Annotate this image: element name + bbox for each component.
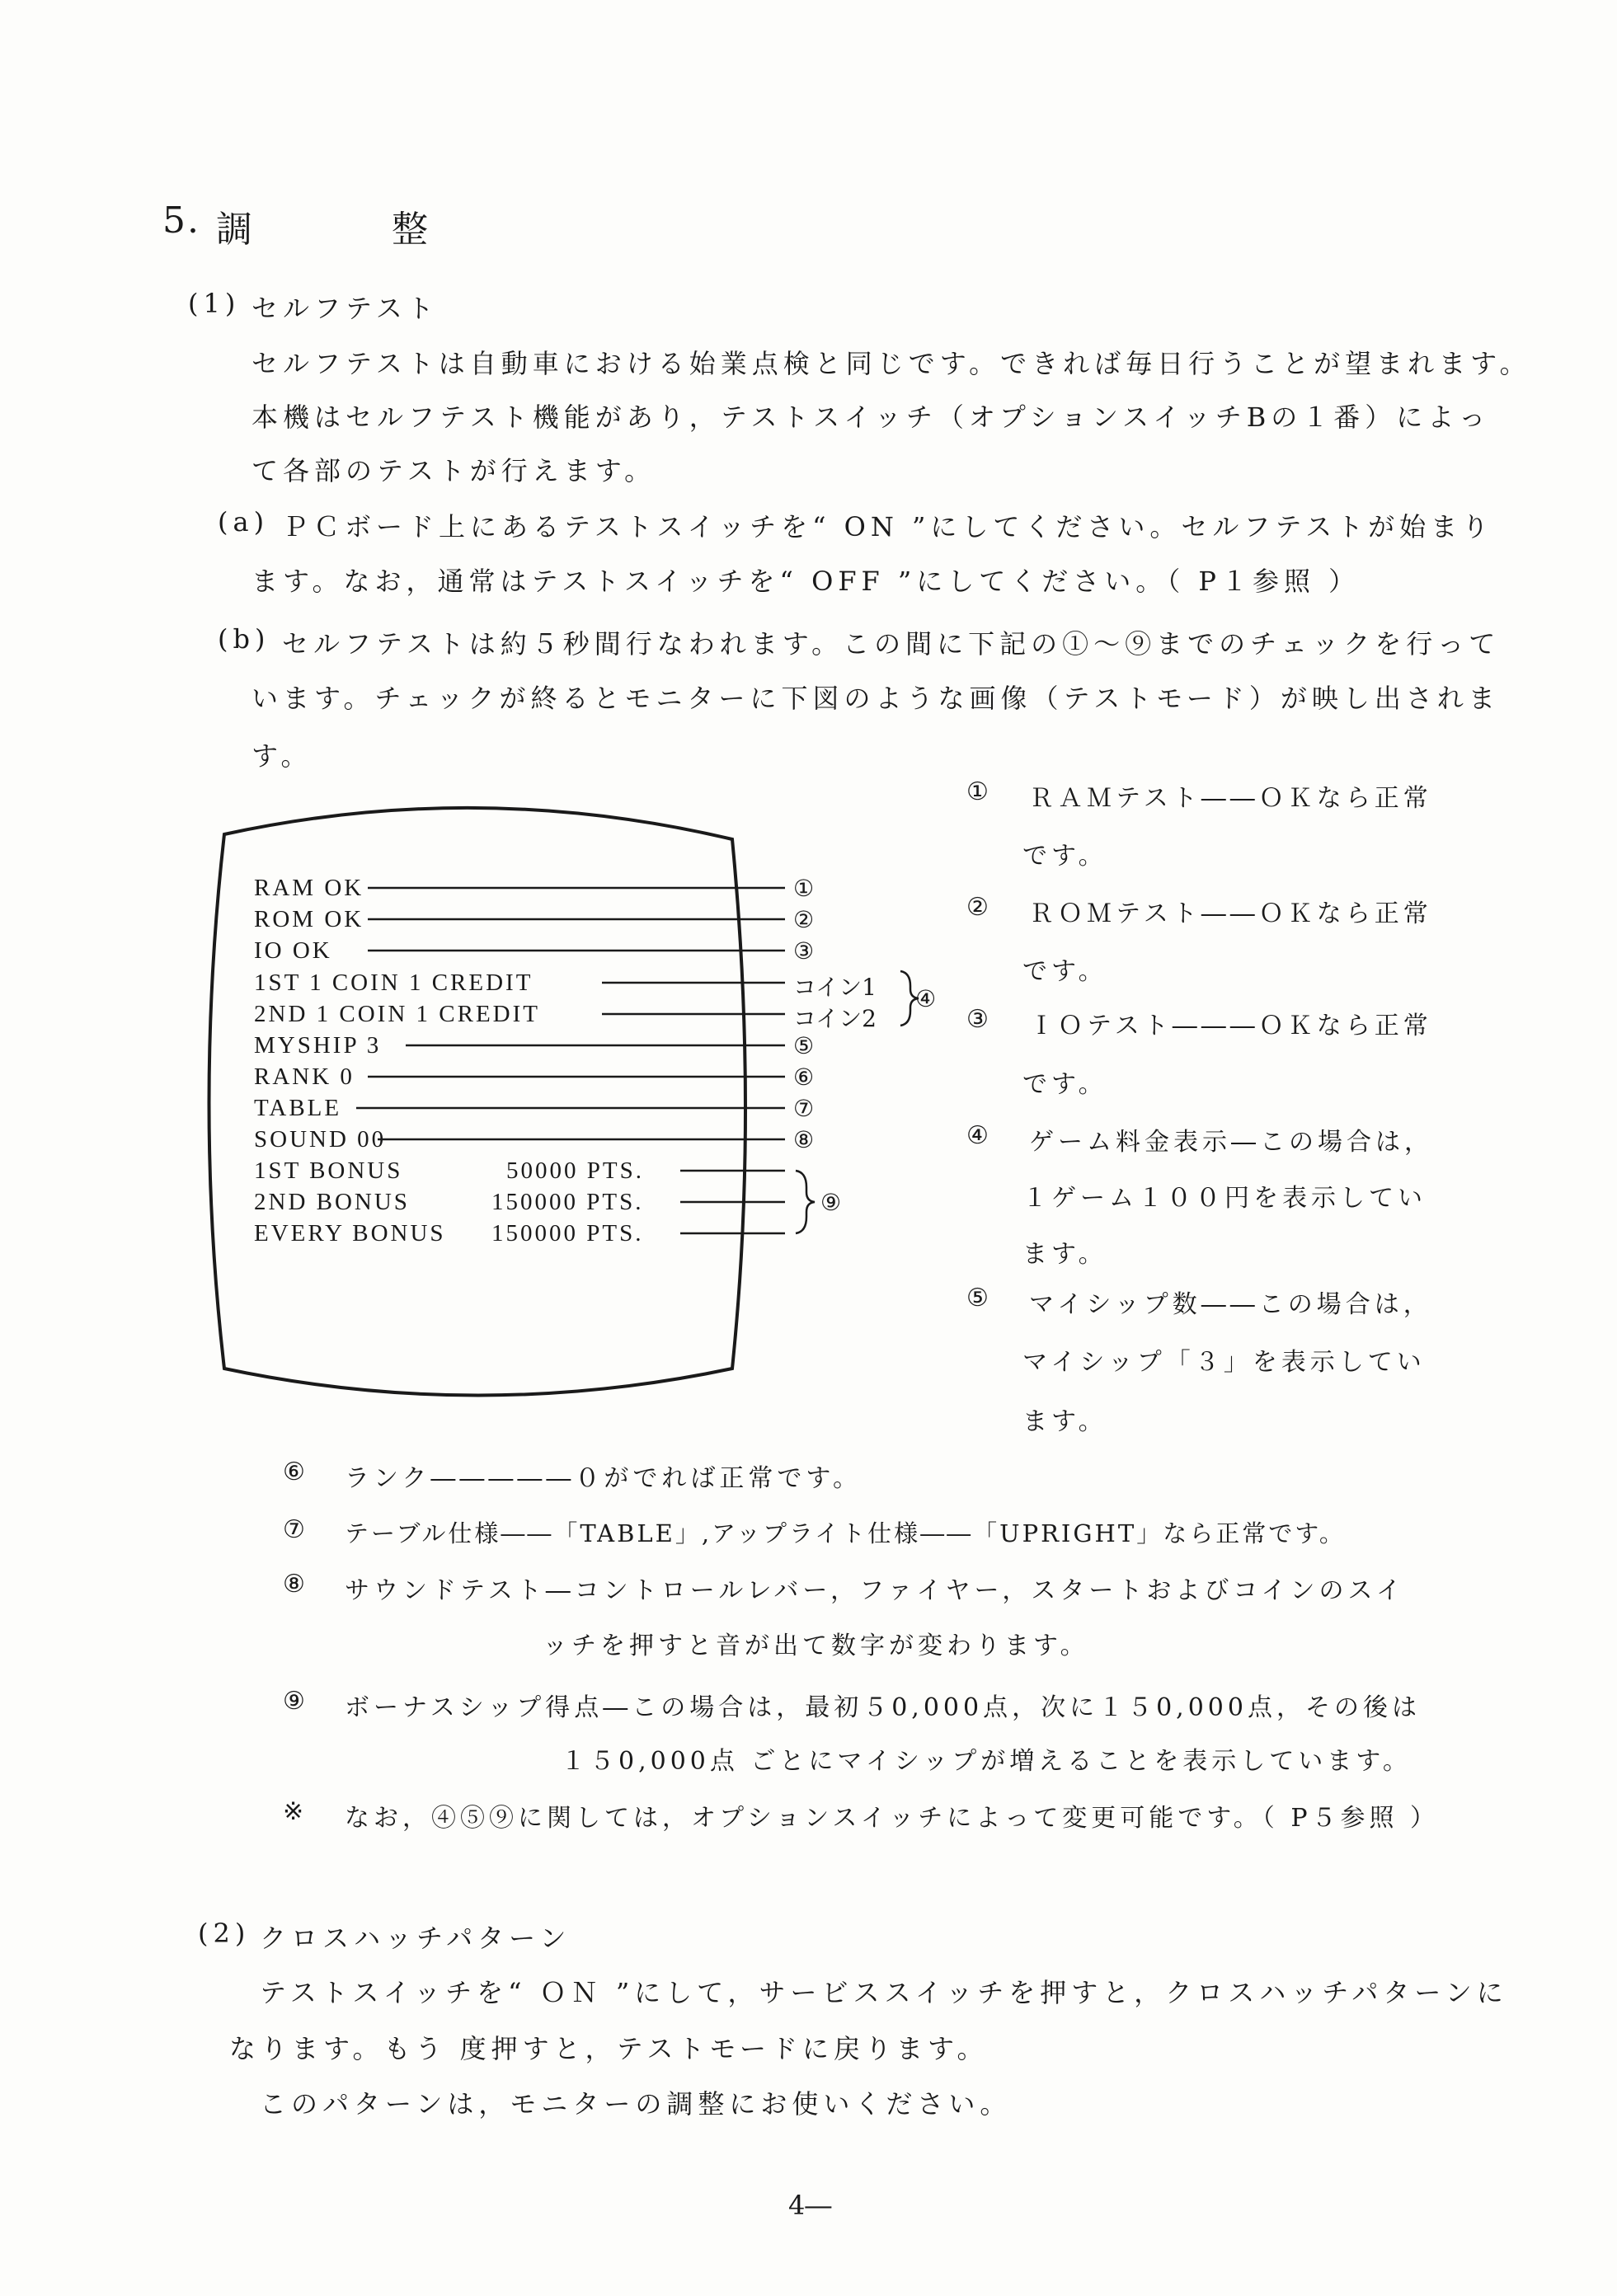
screen-line-ram: RAM OK bbox=[254, 875, 364, 901]
note-asterisk-line-1: なお，④⑤⑨に関しては，オプションスイッチによって変更可能です。（ P５参照 ） bbox=[345, 1804, 1440, 1833]
marker-group-9: ⑨ bbox=[820, 1189, 842, 1216]
marker-6: ⑥ bbox=[793, 1063, 815, 1091]
note-9-line-1: ボーナスシップ得点―この場合は，最初５0,000点，次に１５0,000点，その後は bbox=[345, 1693, 1421, 1722]
section-number: 5. bbox=[162, 200, 200, 242]
note-6-num: ⑥ bbox=[283, 1458, 309, 1486]
step-b-line-1: セルフテストは約５秒間行なわれます。この間に下記の①〜⑨までのチェックを行って bbox=[282, 628, 1501, 660]
screen-line-rom: ROM OK bbox=[254, 906, 364, 932]
page-number: 4― bbox=[788, 2190, 832, 2221]
self-test-para-line-3: て各部のテストが行えます。 bbox=[251, 455, 656, 486]
marker-8: ⑧ bbox=[793, 1126, 815, 1153]
screen-line-coin1: 1ST 1 COIN 1 CREDIT bbox=[254, 970, 534, 996]
note-7-num: ⑦ bbox=[283, 1515, 309, 1544]
note-9-line-2: １５0,000点 ごとにマイシップが増えることを表示しています。 bbox=[561, 1747, 1412, 1776]
note-4-line-2: １ゲーム１００円を表示してい bbox=[1022, 1184, 1427, 1213]
marker-2: ② bbox=[793, 906, 815, 933]
note-4-line-1: ゲーム料金表示―この場合は， bbox=[1029, 1128, 1433, 1157]
note-8-num: ⑧ bbox=[283, 1570, 309, 1599]
note-2-num: ② bbox=[966, 893, 993, 922]
step-a-line-1: ＰＣボード上にあるテストスイッチを“ ON ”にしてください。セルフテストが始まり bbox=[282, 511, 1494, 542]
marker-3: ③ bbox=[793, 937, 815, 965]
step-a-label: (a) bbox=[218, 506, 270, 538]
screen-line-1st-bonus: 1ST BONUS bbox=[254, 1157, 403, 1184]
marker-coin1: コイン1 bbox=[793, 974, 877, 1001]
step-b-label: (b) bbox=[218, 623, 270, 655]
note-2-line-1: ＲＯＭテスト――ＯＫなら正常 bbox=[1029, 899, 1432, 928]
screen-bonus-value-2: 150000 PTS. bbox=[491, 1189, 644, 1215]
marker-7: ⑦ bbox=[793, 1095, 815, 1122]
screen-line-rank: RANK 0 bbox=[254, 1063, 355, 1090]
self-test-para-line-2: 本機はセルフテスト機能があり，テストスイッチ（オプションスイッチBの１番）によっ bbox=[251, 401, 1491, 433]
note-5-num: ⑤ bbox=[966, 1284, 993, 1312]
note-5-line-1: マイシップ数――この場合は， bbox=[1029, 1290, 1432, 1319]
marker-1: ① bbox=[793, 875, 815, 902]
screen-line-2nd-bonus: 2ND BONUS bbox=[254, 1189, 410, 1215]
note-7-line-1: テーブル仕様――「TABLE」,アップライト仕様――「UPRIGHT」なら正常です。 bbox=[345, 1519, 1346, 1547]
self-test-para-line-1: セルフテストは自動車における始業点検と同じです。できれば毎日行うことが望まれます。 bbox=[251, 348, 1531, 379]
crosshatch-line-3: このパターンは，モニターの調整にお使いください。 bbox=[260, 2088, 1012, 2120]
note-6-line-1: ランク―――――０がでれば正常です。 bbox=[345, 1464, 862, 1493]
crosshatch-label: (2) bbox=[198, 1918, 251, 1949]
marker-coin2: コイン2 bbox=[793, 1005, 877, 1032]
note-5-line-2: マイシップ「３」を表示してい bbox=[1022, 1348, 1426, 1377]
step-b-line-2: います。チェックが終るとモニターに下図のような画像（テストモード）が映し出されま bbox=[251, 683, 1500, 714]
note-8-line-1: サウンドテスト―コントロールレバー，ファイヤー，スタートおよびコインのスイ bbox=[345, 1576, 1405, 1605]
note-4-num: ④ bbox=[966, 1121, 993, 1150]
note-asterisk-num: ※ bbox=[283, 1797, 308, 1826]
note-8-line-2: ッチを押すと音が出て数字が変わります。 bbox=[543, 1632, 1089, 1660]
screen-line-every-bonus: EVERY BONUS bbox=[254, 1220, 446, 1247]
screen-line-sound: SOUND 00 bbox=[254, 1126, 387, 1153]
crosshatch-line-2: なります。もう 度押すと，テストモードに戻ります。 bbox=[229, 2033, 989, 2064]
note-9-num: ⑨ bbox=[283, 1687, 309, 1716]
note-1-line-1: ＲＡＭテスト――ＯＫなら正常 bbox=[1029, 784, 1432, 813]
screen-bonus-value-3: 150000 PTS. bbox=[491, 1220, 644, 1247]
self-test-title: セルフテスト bbox=[251, 293, 439, 324]
note-4-line-3: ます。 bbox=[1022, 1240, 1107, 1269]
marker-5: ⑤ bbox=[793, 1032, 815, 1059]
note-5-line-3: ます。 bbox=[1022, 1407, 1107, 1436]
screen-line-coin2: 2ND 1 COIN 1 CREDIT bbox=[254, 1001, 540, 1027]
marker-group-4: ④ bbox=[915, 985, 937, 1012]
note-3-num: ③ bbox=[966, 1005, 993, 1034]
note-3-line-2: です。 bbox=[1022, 1070, 1107, 1099]
section-title-first-char: 調 bbox=[216, 209, 254, 251]
screen-line-table: TABLE bbox=[254, 1095, 342, 1121]
note-2-line-2: です。 bbox=[1022, 957, 1107, 986]
screen-bonus-value-1: 50000 PTS. bbox=[506, 1157, 644, 1184]
section-title-second-char: 整 bbox=[392, 209, 430, 251]
bracket-9 bbox=[796, 1171, 815, 1233]
step-a-line-2: ます。なお，通常はテストスイッチを“ OFF ”にしてください。（ P１参照 ） bbox=[251, 566, 1361, 597]
screen-line-myship: MYSHIP 3 bbox=[254, 1032, 382, 1059]
screen-line-io: IO OK bbox=[254, 937, 332, 964]
crosshatch-line-1: テストスイッチを“ ＯＮ ”にして，サービススイッチを押すと，クロスハッチパターンに bbox=[260, 1977, 1508, 2008]
step-b-line-3: す。 bbox=[251, 740, 313, 772]
note-1-line-2: です。 bbox=[1022, 842, 1107, 871]
crosshatch-title: クロスハッチパターン bbox=[260, 1923, 571, 1954]
note-3-line-1: ＩＯテスト―――ＯＫなら正常 bbox=[1029, 1012, 1432, 1040]
self-test-label: (1) bbox=[188, 288, 241, 319]
note-1-num: ① bbox=[966, 777, 993, 806]
